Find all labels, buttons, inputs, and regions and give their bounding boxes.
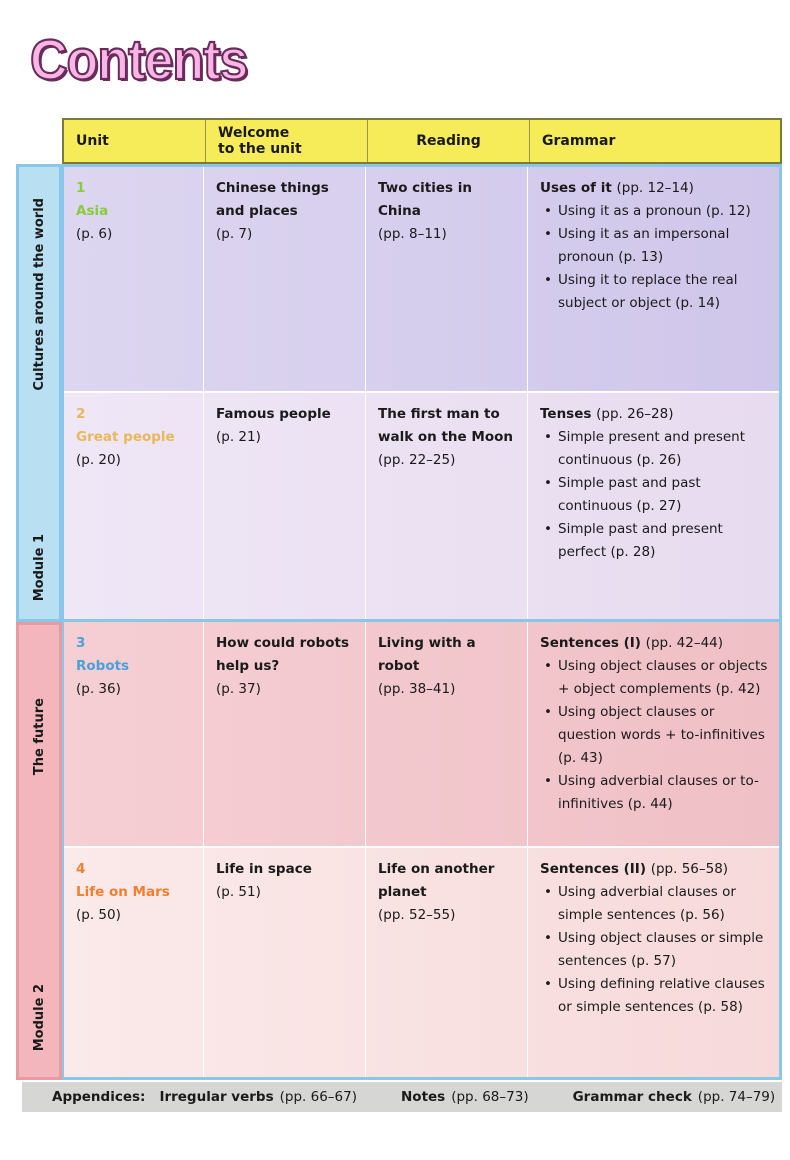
unit-cell <box>64 622 204 846</box>
list-item: • Using object clauses or question words + to-infinitives (p. 43) <box>540 701 769 770</box>
welcome-cell <box>204 393 366 619</box>
page-title: Contents <box>30 29 248 92</box>
welcome-page: (p. 7) <box>216 226 253 242</box>
welcome-title: Life in space <box>216 861 312 877</box>
list-item: • Using object clauses or objects + object complements (p. 42) <box>540 655 769 701</box>
unit-number: 4 <box>76 861 86 877</box>
appendices-label: Appendices: <box>52 1089 146 1105</box>
module-2 <box>62 622 782 1080</box>
appendix-irregular-verbs <box>159 1089 357 1105</box>
band-text-future: The future <box>31 698 47 776</box>
grammar-list <box>540 200 769 315</box>
grammar-title <box>540 403 769 426</box>
band-text-cultures: Cultures around the world <box>31 197 47 391</box>
band-label-future <box>16 632 62 842</box>
unit-cell <box>64 167 204 391</box>
table-row <box>64 622 779 848</box>
table-row <box>64 848 779 1077</box>
grammar-list <box>540 655 769 816</box>
reading-cell <box>366 622 528 846</box>
grammar-list <box>540 881 769 1019</box>
reading-title: The first man to walk on the Moon <box>378 406 513 445</box>
grammar-title <box>540 177 769 200</box>
list-item: • Simple past and past continuous (p. 27) <box>540 472 769 518</box>
unit-page: (p. 36) <box>76 681 121 697</box>
reading-cell <box>366 393 528 619</box>
appendix-grammar-check <box>573 1089 776 1105</box>
reading-title: Life on another planet <box>378 861 495 900</box>
unit-name: Robots <box>76 658 130 674</box>
header-welcome: Welcome to the unit <box>206 120 368 162</box>
appendix-title: Grammar check <box>572 1089 692 1105</box>
grammar-title-text: Sentences (II) <box>540 861 646 877</box>
list-item: • Using adverbial clauses or to-infinitives (p. 44) <box>540 770 769 816</box>
list-item: • Simple past and present perfect (p. 28) <box>540 518 769 564</box>
welcome-title: Chinese things and places <box>216 180 329 219</box>
band-label-module1 <box>16 518 62 618</box>
appendix-pages: (pp. 68–73) <box>451 1089 529 1105</box>
header-unit: Unit <box>64 120 206 162</box>
list-item: • Using it as an impersonal pronoun (p. 13) <box>540 223 769 269</box>
unit-page: (p. 20) <box>76 452 121 468</box>
grammar-title-text: Sentences (I) <box>540 635 641 651</box>
reading-cell <box>366 848 528 1077</box>
list-item: • Using object clauses or simple sentences (p. 57) <box>540 927 769 973</box>
appendix-pages: (pp. 66–67) <box>279 1089 357 1105</box>
grammar-title-text: Uses of it <box>540 180 612 196</box>
unit-page: (p. 50) <box>76 907 121 923</box>
reading-page: (pp. 52–55) <box>378 907 456 923</box>
table-row <box>64 393 779 619</box>
band-text-module1: Module 1 <box>31 534 47 602</box>
welcome-cell <box>204 848 366 1077</box>
unit-number: 2 <box>76 406 86 422</box>
reading-title: Living with a robot <box>378 635 476 674</box>
reading-page: (pp. 38–41) <box>378 681 456 697</box>
unit-page: (p. 6) <box>76 226 113 242</box>
appendix-pages: (pp. 74–79) <box>697 1089 776 1105</box>
appendix-title: Notes <box>401 1089 446 1105</box>
list-item: • Using defining relative clauses or simple sentences (p. 58) <box>540 973 769 1019</box>
unit-name: Life on Mars <box>76 884 170 900</box>
welcome-page: (p. 21) <box>216 429 261 445</box>
unit-cell <box>64 393 204 619</box>
band-text-module2: Module 2 <box>31 984 47 1052</box>
module-1 <box>62 164 782 622</box>
reading-title: Two cities in China <box>378 180 473 219</box>
list-item: • Using adverbial clauses or simple sentences (p. 56) <box>540 881 769 927</box>
list-item: • Using it to replace the real subject or object (p. 14) <box>540 269 769 315</box>
grammar-cell <box>528 848 779 1077</box>
grammar-pages: (pp. 12–14) <box>616 180 694 196</box>
welcome-page: (p. 51) <box>216 884 261 900</box>
grammar-title <box>540 858 769 881</box>
band-label-cultures <box>16 174 62 414</box>
welcome-title: How could robots help us? <box>216 635 349 674</box>
welcome-page: (p. 37) <box>216 681 261 697</box>
reading-page: (pp. 8–11) <box>378 226 447 242</box>
header-reading: Reading <box>368 120 530 162</box>
contents-table <box>16 118 782 1082</box>
header-grammar: Grammar <box>542 133 616 149</box>
unit-name: Asia <box>76 203 109 219</box>
unit-name: Great people <box>76 429 175 445</box>
unit-number: 3 <box>76 635 86 651</box>
grammar-pages: (pp. 26–28) <box>596 406 674 422</box>
welcome-cell <box>204 167 366 391</box>
list-item: • Using it as a pronoun (p. 12) <box>540 200 769 223</box>
grammar-title <box>540 632 769 655</box>
grammar-list <box>540 426 769 564</box>
unit-number: 1 <box>76 180 86 196</box>
grammar-pages: (pp. 56–58) <box>650 861 729 877</box>
welcome-title: Famous people <box>216 406 331 422</box>
table-row <box>64 167 779 393</box>
appendices-bar <box>22 1082 782 1112</box>
unit-cell <box>64 848 204 1077</box>
grammar-cell <box>528 167 779 391</box>
appendix-title: Irregular verbs <box>159 1089 274 1105</box>
reading-cell <box>366 167 528 391</box>
grammar-cell <box>528 622 779 846</box>
welcome-cell <box>204 622 366 846</box>
reading-page: (pp. 22–25) <box>378 452 456 468</box>
band-label-module2 <box>16 968 62 1068</box>
appendix-notes <box>401 1089 529 1105</box>
table-header <box>62 118 782 164</box>
grammar-pages: (pp. 42–44) <box>645 635 724 651</box>
grammar-cell <box>528 393 779 619</box>
grammar-title-text: Tenses <box>540 406 592 422</box>
list-item: • Simple present and present continuous (p. 26) <box>540 426 769 472</box>
